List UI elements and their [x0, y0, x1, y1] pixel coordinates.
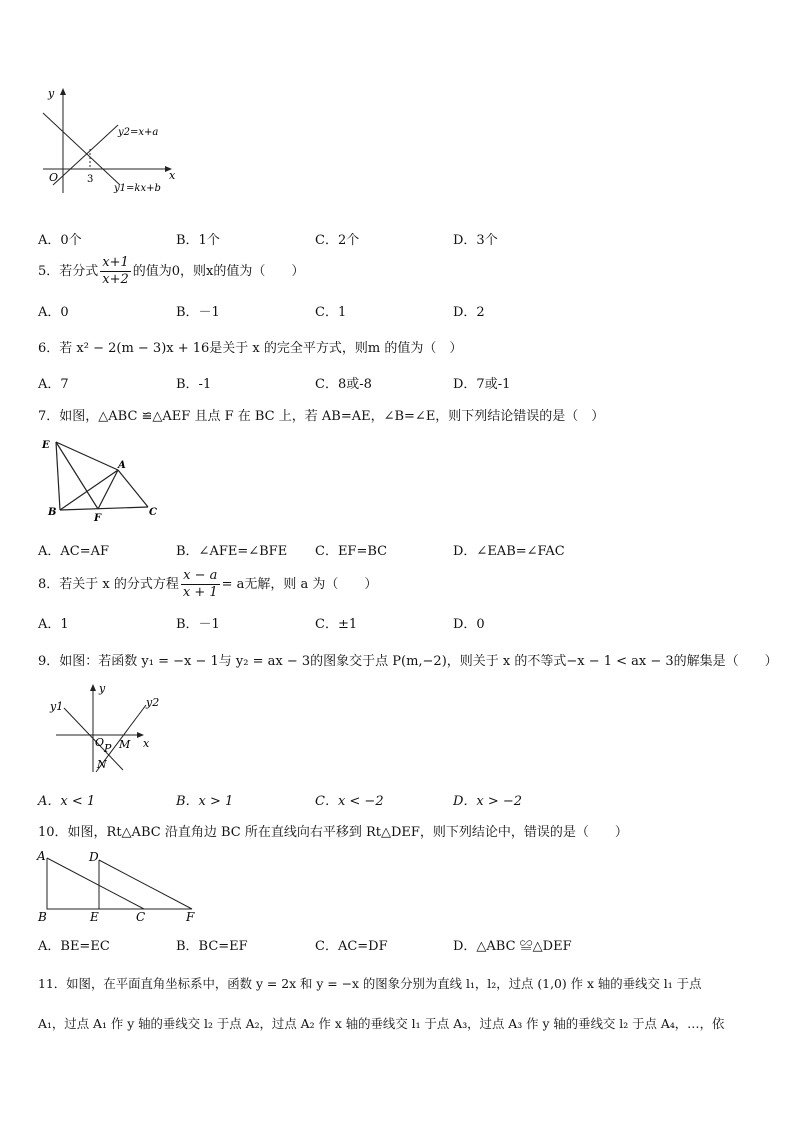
label-x: x [169, 169, 176, 182]
y-axis-arrow [90, 684, 96, 691]
triangle-def [99, 860, 192, 909]
q8-stem [38, 568, 377, 601]
q6-option-a[interactable]: A．7 [38, 377, 69, 392]
seg-ba [60, 470, 118, 510]
q6-options [38, 373, 758, 391]
vertex-f: F [94, 513, 102, 524]
q8-option-b[interactable]: B．－1 [176, 617, 220, 632]
q5-option-b[interactable]: B．－1 [176, 305, 220, 320]
q10-option-a[interactable]: A．BE=EC [38, 939, 110, 954]
q9-stem: 9．如图：若函数 y₁ = −x − 1与 y₂ = ax − 3的图象交于点 P(m,−2)，则关于 x 的不等式−x − 1 < ax − 3的解集是（ ） [38, 654, 778, 669]
q5-option-a[interactable]: A．0 [38, 305, 69, 320]
q4-option-a[interactable]: A．0个 [38, 233, 82, 248]
q8-prefix: 8．若关于 x 的分式方程 [38, 577, 179, 592]
q9-option-b[interactable]: B．x > 1 [176, 794, 234, 809]
q6-option-c[interactable]: C．8或-8 [315, 377, 372, 392]
q8-option-d[interactable]: D．0 [453, 617, 485, 632]
q9-option-c[interactable]: C．x < −2 [315, 794, 384, 809]
q4-figure [38, 85, 188, 197]
q11-line-1: 11．如图，在平面直角坐标系中，函数 y = 2x 和 y = −x 的图象分别为直线 l₁，l₂，过点 (1,0) 作 x 轴的垂线交 l₁ 于点 [38, 976, 702, 991]
q5-fraction [100, 255, 131, 288]
label-o: O [95, 736, 105, 749]
q7-figure [38, 434, 168, 524]
seg-ac [118, 470, 148, 507]
seg-fa [98, 470, 118, 509]
label-line2: y2=x+a [118, 127, 159, 138]
q7-option-a[interactable]: A．AC=AF [38, 544, 110, 559]
label-x: x [143, 737, 150, 750]
q7-option-b[interactable]: B．∠AFE=∠BFE [176, 544, 288, 559]
q8-option-c[interactable]: C．±1 [315, 617, 358, 632]
vertex-b: B [38, 910, 47, 924]
q6-option-d[interactable]: D．7或-1 [453, 377, 511, 392]
q10-option-d[interactable]: D．△ABC ≌△DEF [453, 939, 572, 954]
vertex-e: E [90, 910, 99, 924]
q4-option-d[interactable]: D．3个 [453, 233, 498, 248]
vertex-a: A [118, 460, 126, 471]
label-p: P [104, 742, 112, 755]
label-y: y [48, 87, 55, 100]
q4-option-c[interactable]: C．2个 [315, 233, 360, 248]
q8-denominator: x + 1 [182, 585, 218, 600]
vertex-c: C [136, 910, 146, 924]
q6-stem: 6．若 x² − 2(m − 3)x + 16是关于 x 的完全平方式，则m 的值为（ ） [38, 341, 463, 356]
seg-be [56, 442, 60, 510]
label-y2: y2 [146, 696, 160, 709]
q8-suffix: = a无解，则 a 为（ ） [221, 577, 378, 592]
q8-option-a[interactable]: A．1 [38, 617, 69, 632]
label-o: O [49, 171, 59, 184]
label-n: N [97, 758, 107, 771]
q4-options [38, 229, 758, 247]
q5-stem [38, 255, 304, 288]
q9-option-a[interactable]: A．x < 1 [38, 794, 96, 809]
vertex-e: E [42, 440, 50, 451]
vertex-a: A [37, 849, 46, 863]
q5-denominator: x+2 [102, 272, 129, 287]
q9-option-d[interactable]: D．x > −2 [453, 794, 523, 809]
label-y1: y1 [50, 700, 64, 713]
q11-line-2: A₁，过点 A₁ 作 y 轴的垂线交 l₂ 于点 A₂，过点 A₂ 作 x 轴的垂线交 l₁ 于点 A₃，过点 A₃ 作 y 轴的垂线交 l₂ 于点 A₄，…，依 [38, 1016, 725, 1031]
q7-option-c[interactable]: C．EF=BC [315, 544, 388, 559]
vertex-f: F [186, 910, 195, 924]
y-axis-arrow [60, 88, 66, 95]
q7-options [38, 540, 758, 558]
q8-fraction [181, 568, 220, 601]
q5-options [38, 301, 758, 319]
q8-options [38, 613, 758, 631]
q4-option-b[interactable]: B．1个 [176, 233, 220, 248]
q10-option-b[interactable]: B．BC=EF [176, 939, 248, 954]
q10-stem: 10．如图，Rt△ABC 沿直角边 BC 所在直线向右平移到 Rt△DEF，则下列结论中，错误的是（ ） [38, 825, 628, 840]
label-m: M [119, 738, 131, 751]
q5-option-c[interactable]: C．1 [315, 305, 347, 320]
vertex-d: D [89, 850, 99, 864]
q7-stem: 7．如图，△ABC ≌△AEF 且点 F 在 BC 上，若 AB=AE，∠B=∠E，则下列结论错误的是（ ） [38, 409, 605, 424]
q5-option-d[interactable]: D．2 [453, 305, 485, 320]
q10-figure [34, 848, 200, 924]
q7-option-d[interactable]: D．∠EAB=∠FAC [453, 544, 565, 559]
triangle-abc [47, 858, 144, 909]
q5-suffix: 的值为0，则x的值为（ ） [132, 264, 305, 279]
label-line1: y1=kx+b [114, 183, 161, 194]
vertex-c: C [149, 507, 157, 518]
q8-numerator: x − a [181, 568, 220, 585]
label-3: 3 [87, 174, 94, 185]
label-y: y [99, 682, 106, 695]
q6-option-b[interactable]: B．-1 [176, 377, 212, 392]
q10-options [38, 935, 758, 953]
q5-prefix: 5．若分式 [38, 264, 99, 279]
q9-options [38, 790, 758, 808]
q9-figure [48, 680, 163, 780]
vertex-b: B [48, 507, 57, 518]
q5-numerator: x+1 [102, 255, 129, 270]
q10-option-c[interactable]: C．AC=DF [315, 939, 388, 954]
seg-bc [60, 507, 148, 510]
